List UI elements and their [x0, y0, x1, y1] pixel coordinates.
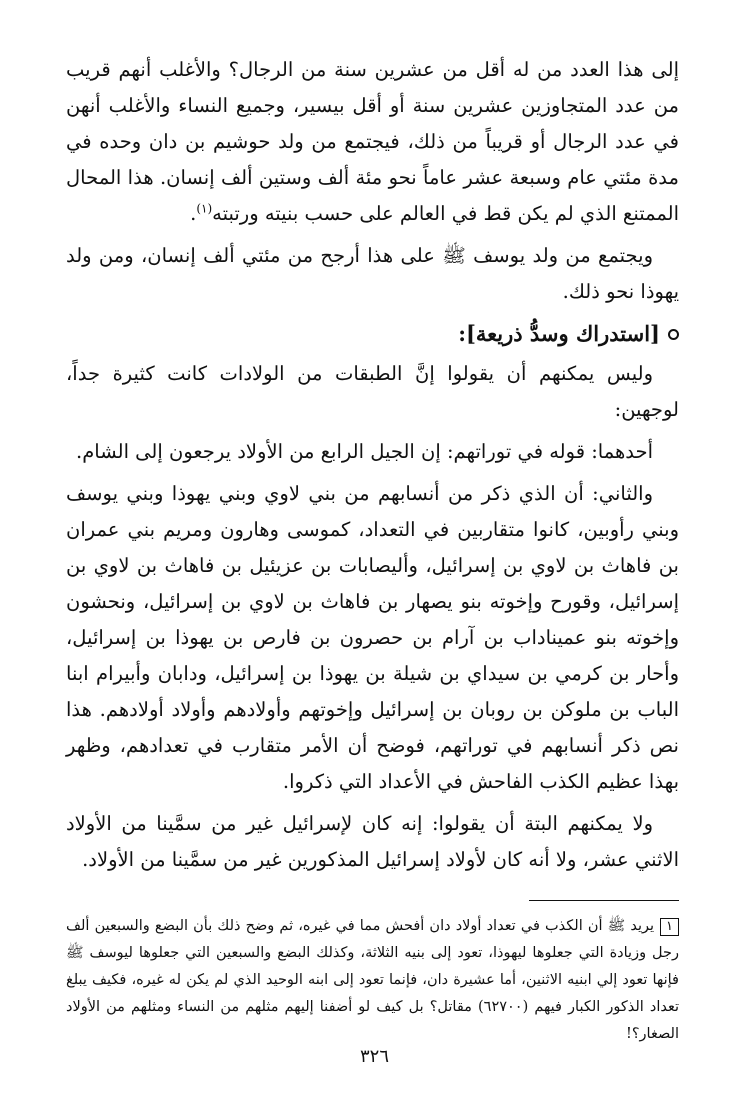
section-heading: [66, 316, 679, 352]
circle-bullet-icon: [668, 329, 679, 340]
paragraph-5: والثاني: أن الذي ذكر من أنسابهم من بني لاوي وبني يهوذا وبني يوسف وبني رأوبين، كانوا متقاربين في التعداد، كموسى وهارون ومريم بني عمران بن فاهاث بن لاوي بن إسرائيل، وأليصابات بن عزيئيل بن فاهاث بن لاوي بن إسرائيل، وقورح وإخوته بنو يصهار بن فاهاث بن لاوي بن إسرائيل، ونحشون وإخوته بنو عميناداب بن آرام بن حصرون بن فارص بن يهوذا بن إسرائيل، وأحار بن كرمي بن سيداي بن شيلة بن يهوذا بن إسرائيل، ودابان وأبيرام ابنا الباب بن ملوكن بن روبان بن إسرائيل وإخوتهم وأولادهم وأولاد أولادهم. هذا نص ذكر أنسابهم في توراتهم، فوضح أن الأمر متقارب في تعدادهم، وظهر بهذا عظيم الكذب الفاحش في الأعداد التي ذكروا.: [66, 482, 679, 793]
footnote-reference: (١): [196, 201, 213, 216]
paragraph-1: [66, 52, 679, 232]
paragraph-4: أحدهما: قوله في توراتهم: إن الجيل الرابع من الأولاد يرجعون إلى الشام.: [76, 440, 653, 463]
section-heading-text: [استدراك وسدُّ ذريعة]:: [458, 321, 660, 346]
paragraph-2: ويجتمع من ولد يوسف ﷺ على هذا أرجح من مئتي ألف إنسان، ومن ولد يهوذا نحو ذلك.: [66, 244, 679, 303]
page-number: ٣٢٦: [359, 1046, 389, 1067]
footnote-divider: [529, 900, 679, 901]
paragraph-1-text: إلى هذا العدد من له أقل من عشرين سنة من الرجال؟ والأغلب أنهم قريب من عدد المتجاوزين عشرين سنة أو أقل بيسير، وجميع النساء والأغلب أنهن في عدد الرجال أو قريباً من ذلك، فيجتمع من ولد حوشيم بن دان وحده في مدة مئتي عام وسبعة عشر عاماً نحو مئة ألف وستين ألف إنسان. هذا المحال الممتنع الذي لم يكن قط في العالم على حسب بنيته ورتبته: [66, 58, 679, 225]
paragraph-1-end: .: [190, 202, 197, 225]
paragraph-3: وليس يمكنهم أن يقولوا إنَّ الطبقات من الولادات كانت كثيرة جداً، لوجهين:: [66, 362, 679, 421]
paragraph-6: ولا يمكنهم البتة أن يقولوا: إنه كان لإسرائيل غير من سمَّينا من الأولاد الاثني عشر، ولا أنه كان لأولاد إسرائيل المذكورين غير من سمَّينا من الأولاد.: [66, 812, 679, 871]
footnote-text: يريد ﷺ أن الكذب في تعداد أولاد دان أفحش مما في غيره، ثم وضح ذلك بأن البضع والسبعين ألف رجل وزيادة التي جعلوها ليهوذا، تعود إلى بنيه الثلاثة، وكذلك البضع والسبعين التي جعلوها ليوسف ﷺ فإنها تعود إلي ابنيه الاثنين، أما عشيرة دان، فإنما تعود إلى ابنه الوحيد الذي لم يكن له غيره، فكيف يبلغ تعداد الذكور الكبار فيهم (٦٢٧٠٠) مقاتل؟ بل كيف لو أضفنا إليهم مثلهم من النساء ومثلهم من الأولاد الصغار؟!: [66, 918, 679, 1042]
footnote: [66, 913, 679, 1048]
footnote-number: ١: [660, 918, 679, 936]
